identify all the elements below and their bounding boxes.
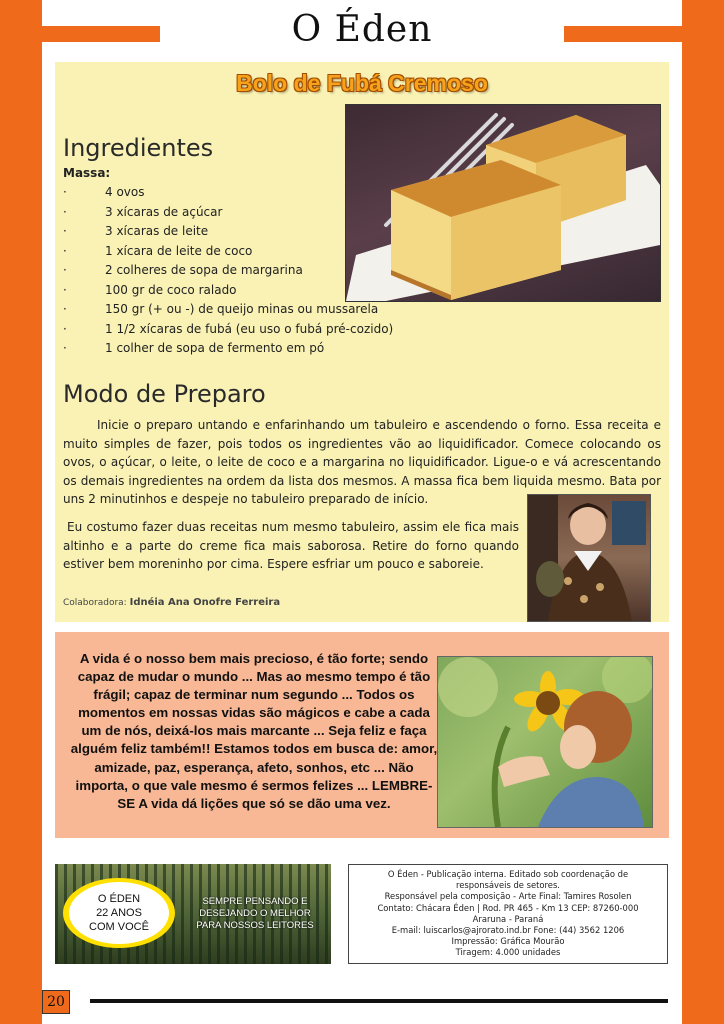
publication-credits	[348, 864, 668, 964]
list-item: · 1 colher de sopa de fermento em pó	[63, 341, 325, 355]
credits-line: responsáveis de setores.	[456, 880, 560, 891]
list-item: · 3 xícaras de açúcar	[63, 204, 223, 219]
list-item: · 100 gr de coco ralado	[63, 282, 237, 297]
list-item: · 150 gr (+ ou -) de queijo minas ou mussarela	[63, 302, 379, 316]
ad-oval-line: 22 ANOS	[96, 907, 142, 919]
credits-line: Araruna - Paraná	[472, 913, 544, 924]
header-rule-left	[42, 26, 160, 42]
footer-rule	[90, 999, 668, 1003]
ad-slogan: SEMPRE PENSANDO E DESEJANDO O MELHOR PARA NOSSOS LEITORES	[196, 896, 314, 931]
method-paragraph-2: Eu costumo fazer duas receitas num mesmo tabuleiro, assim ele fica mais altinho e a parte do creme fica mais saborosa. Retire do forno quando estiver bem moreninho por cima. Espere esfriar um pouco e saboreie.	[63, 520, 519, 572]
list-item: · 4 ovos	[63, 185, 145, 199]
ingredients-heading: Ingredientes	[63, 134, 214, 162]
header-rule-right	[564, 26, 682, 42]
magazine-title: O Éden	[291, 9, 433, 50]
list-item: · 1 1/2 xícaras de fubá (eu uso o fubá pré-cozido)	[63, 321, 394, 336]
sunflower-photo	[437, 656, 653, 828]
ad-oval-line: O ÉDEN	[97, 893, 141, 905]
collaborator-photo	[527, 494, 651, 622]
ad-oval-line: COM VOCÊ	[89, 921, 149, 933]
recipe-title: Bolo de Fubá Cremoso	[236, 70, 488, 96]
ad-oval	[63, 878, 175, 948]
page-number: 20	[42, 990, 70, 1014]
credits-line: Contato: Chácara Éden | Rod. PR 465 - Km 13 CEP: 87260-000	[377, 902, 639, 913]
recipe-panel	[55, 62, 669, 622]
collaborator-credit: Colaboradora: Idnéia Ana Onofre Ferreira	[63, 597, 281, 608]
quote-panel	[55, 632, 669, 838]
credits-line: O Éden - Publicação interna. Editado sob coordenação de	[387, 869, 629, 879]
collaborator-illustration	[528, 495, 650, 621]
dough-heading: Massa:	[63, 166, 111, 180]
left-orange-border	[0, 0, 42, 1024]
list-item: · 3 xícaras de leite	[63, 224, 209, 238]
list-item: · 2 colheres de sopa de margarina	[63, 263, 303, 277]
credits-line: Impressão: Gráfica Mourão	[451, 936, 565, 947]
ingredients-list	[59, 183, 479, 359]
credits-email-line[interactable]: E-mail: luiscarlos@ajrorato.ind.br Fone: (44) 3562 1206	[391, 925, 625, 936]
child-sunflower-illustration	[438, 657, 652, 827]
quote-text: A vida é o nosso bem mais precioso, é tão forte; sendo capaz de mudar o mundo ... Mas ao mesmo tempo é tão frágil; capaz de terminar num segundo ... Todos os momentos em nossas vidas são mágicos e cabe a cada um de nós, deixá-los mais marcante ... Seja feliz e faça alguém feliz também!! Estamos todos em busca de: amor, amizade, paz, esperança, afeto, sonhos, etc ... Não importa, o que vale mesmo é sermos felizes ... LEMBRE-SE A vida dá lições que só se dão uma vez.	[70, 651, 438, 811]
list-item: · 1 xícara de leite de coco	[63, 243, 253, 258]
right-orange-border	[682, 0, 724, 1024]
method-paragraph-1: Inicie o preparo untando e enfarinhando um tabuleiro e ascendendo o forno. Essa receita e muito simples de fazer, pois todos os ingredientes vão ao liquidificador. Comece colocando os ovos, o açúcar, o leite, o leite de coco e a margarina no liquidificador. Ligue-o e vá acrescentando os demais ingredientes na ordem da lista dos mesmos. A massa fica bem liquida mesmo. Bata por uns 2 minutinhos e despeje no tabuleiro preparado de início.	[63, 418, 661, 507]
anniversary-ad	[55, 864, 331, 964]
credits-line: Tiragem: 4.000 unidades	[455, 947, 561, 958]
credits-line: Responsável pela composição - Arte Final: Tamires Rosolen	[384, 891, 632, 902]
method-heading: Modo de Preparo	[63, 380, 266, 408]
